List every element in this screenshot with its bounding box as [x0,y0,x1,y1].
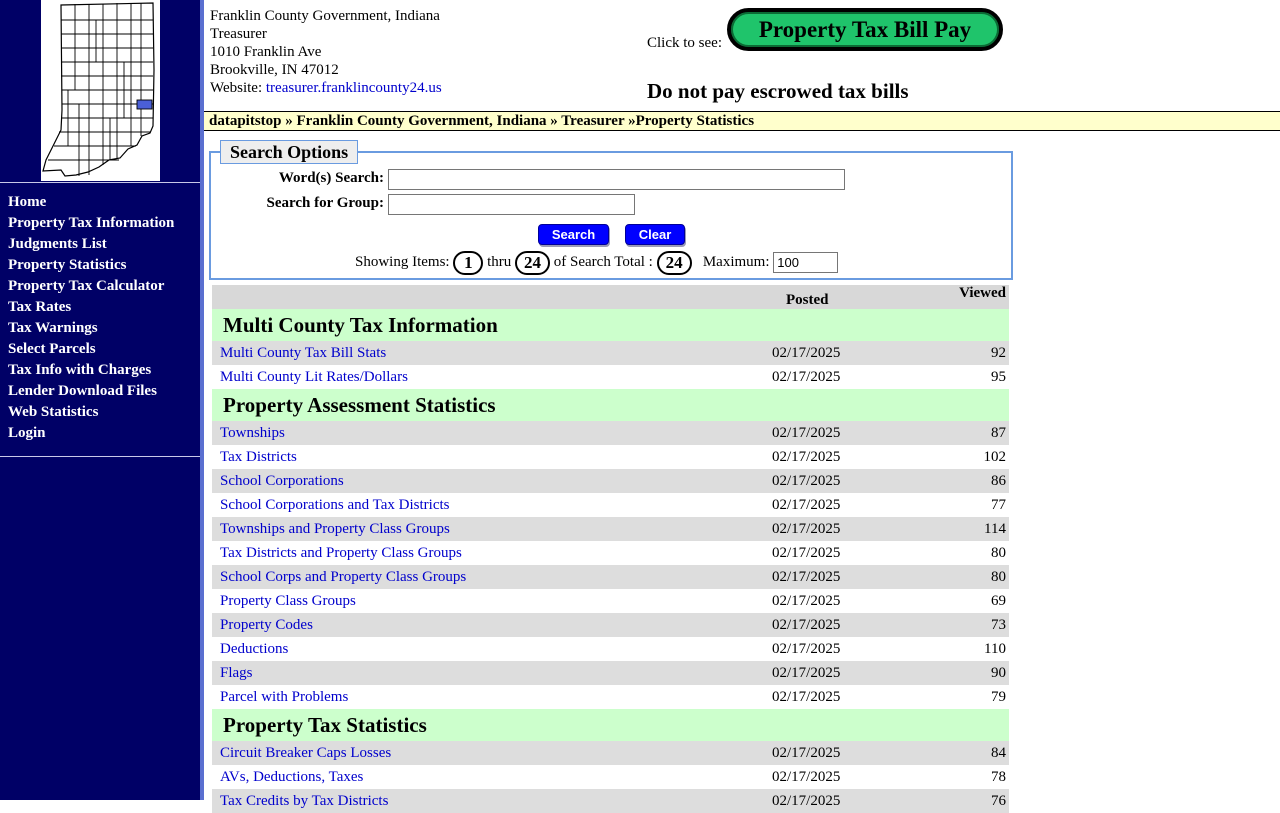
nav-home[interactable]: Home [8,194,47,210]
posted-date: 02/17/2025 [772,661,926,685]
posted-date: 02/17/2025 [772,544,841,561]
statistic-link[interactable]: Multi County Tax Bill Stats [220,344,387,361]
statistic-link[interactable]: Tax Districts and Property Class Groups [220,544,462,561]
statistic-link[interactable]: Flags [220,664,253,681]
words-search-label: Word(s) Search: [278,170,384,186]
header-name-cell [212,285,772,309]
viewed-count: 80 [926,565,1009,589]
statistic-link[interactable]: Property Class Groups [220,592,356,609]
words-search-input[interactable] [388,169,845,190]
breadcrumb: datapitstop » Franklin County Government, Indiana » Treasurer »Property Statistics [204,111,1280,131]
statistic-link[interactable]: Deductions [220,640,289,657]
search-results-summary [355,249,838,275]
viewed-count: 87 [926,421,1009,445]
table-row [212,789,1009,813]
table-row [212,685,1009,709]
website-link[interactable]: treasurer.franklincounty24.us [265,80,442,96]
table-row [212,421,1009,445]
search-options-legend: Search Options [220,140,358,164]
table-row [212,589,1009,613]
name-cell [212,565,772,589]
viewed-count: 92 [926,341,1009,365]
dept-name: Treasurer [210,26,267,42]
posted-date: 02/17/2025 [772,517,926,541]
table-row [212,565,1009,589]
table-row [212,741,1009,765]
posted-date: 02/17/2025 [772,741,926,765]
viewed-count: 79 [991,688,1006,705]
showing-label: Showing Items: [355,254,450,270]
name-cell [212,613,772,637]
section-title: Property Assessment Statistics [212,389,1009,421]
table-row [212,637,1009,661]
name-cell [212,589,772,613]
sidebar-divider-top [0,182,200,183]
maximum-input[interactable] [773,252,838,273]
posted-date: 02/17/2025 [772,789,926,813]
posted-date: 02/17/2025 [772,688,841,705]
statistic-link[interactable]: School Corporations [220,472,344,489]
posted-date: 02/17/2025 [772,496,841,513]
section-title: Property Tax Statistics [212,709,1009,741]
viewed-count: 69 [991,592,1006,609]
name-cell [212,685,772,709]
nav-select-parcels[interactable]: Select Parcels [8,341,96,357]
nav-tax-info-with-charges[interactable]: Tax Info with Charges [8,362,152,378]
sidebar [0,0,200,800]
name-cell [212,637,772,661]
table-row [212,365,1009,389]
viewed-count: 80 [991,544,1006,561]
nav-tax-rates[interactable]: Tax Rates [8,299,72,315]
viewed-count: 90 [926,661,1009,685]
posted-date: 02/17/2025 [772,448,841,465]
street-address: 1010 Franklin Ave [210,44,322,60]
posted-date: 02/17/2025 [772,565,926,589]
statistic-link[interactable]: School Corporations and Tax Districts [220,496,450,513]
nav-lender-download-files[interactable]: Lender Download Files [8,383,157,399]
name-cell [212,365,772,389]
escrow-warning: Do not pay escrowed tax bills [647,79,909,103]
posted-date: 02/17/2025 [772,421,926,445]
table-row [212,493,1009,517]
section-header [212,389,1009,421]
nav-property-tax-calculator[interactable]: Property Tax Calculator [8,278,165,294]
table-row [212,661,1009,685]
website-line [210,79,442,97]
section-title: Multi County Tax Information [212,309,1009,341]
statistic-link[interactable]: Tax Credits by Tax Districts [220,792,389,809]
total-label: of Search Total : [553,254,653,270]
nav-judgments-list[interactable]: Judgments List [8,236,107,252]
table-row [212,469,1009,493]
posted-date: 02/17/2025 [772,640,841,657]
table-row [212,341,1009,365]
statistic-link[interactable]: School Corps and Property Class Groups [220,568,467,585]
statistic-link[interactable]: Circuit Breaker Caps Losses [220,744,392,761]
sidebar-divider-bottom [0,456,200,457]
name-cell [212,661,772,685]
viewed-count: 78 [991,768,1006,785]
viewed-count: 95 [991,368,1006,385]
nav-property-tax-information[interactable]: Property Tax Information [8,215,175,231]
viewed-count: 76 [926,789,1009,813]
name-cell [212,765,772,789]
viewed-count: 110 [984,640,1006,657]
table-header [212,285,1009,309]
posted-date: 02/17/2025 [772,469,926,493]
viewed-count: 86 [926,469,1009,493]
posted-date: 02/17/2025 [772,768,841,785]
section-header [212,709,1009,741]
nav-login[interactable]: Login [8,425,46,441]
table-row [212,445,1009,469]
name-cell [212,445,772,469]
table-row [212,613,1009,637]
posted-date: 02/17/2025 [772,592,841,609]
statistic-link[interactable]: Townships [220,424,285,441]
statistic-link[interactable]: Property Codes [220,616,313,633]
sidebar-nav [8,192,174,444]
from-count: 1 [453,251,483,275]
name-cell [212,789,772,813]
indiana-county-map-icon [41,0,160,181]
city-state-zip: Brookville, IN 47012 [210,62,339,78]
name-cell [212,517,772,541]
viewed-count: 114 [926,517,1009,541]
nav-tax-warnings[interactable]: Tax Warnings [8,320,98,336]
statistic-link[interactable]: Parcel with Problems [220,688,349,705]
posted-date: 02/17/2025 [772,368,841,385]
maximum-label: Maximum: [702,254,770,270]
county-address [210,7,442,97]
viewed-count: 102 [983,448,1006,465]
group-search-label: Search for Group: [266,195,384,211]
statistics-table [212,285,1009,813]
table-row [212,765,1009,789]
name-cell [212,741,772,765]
search-button[interactable]: Search [538,224,609,245]
website-label: Website: [210,80,263,96]
group-search-input[interactable] [388,194,635,215]
posted-date: 02/17/2025 [772,613,926,637]
property-tax-bill-pay-button[interactable]: Property Tax Bill Pay [727,8,1003,51]
statistic-link[interactable]: AVs, Deductions, Taxes [220,768,364,785]
statistic-link[interactable]: Tax Districts [220,448,297,465]
name-cell [212,541,772,565]
nav-web-statistics[interactable]: Web Statistics [8,404,99,420]
name-cell [212,469,772,493]
table-row [212,541,1009,565]
name-cell [212,493,772,517]
click-to-see-label: Click to see: [647,35,722,51]
viewed-count: 84 [926,741,1009,765]
name-cell [212,421,772,445]
viewed-count: 77 [991,496,1006,513]
clear-button[interactable]: Clear [625,224,685,245]
section-header [212,309,1009,341]
org-name: Franklin County Government, Indiana [210,8,440,24]
to-count: 24 [515,251,550,275]
thru-label: thru [487,254,512,270]
statistic-link[interactable]: Townships and Property Class Groups [220,520,450,537]
name-cell [212,341,772,365]
viewed-count: 73 [926,613,1009,637]
viewed-header: Viewed [926,285,1009,309]
table-row [212,517,1009,541]
nav-property-statistics[interactable]: Property Statistics [8,257,127,273]
total-count: 24 [657,251,692,275]
posted-header: Posted [772,285,926,309]
statistic-link[interactable]: Multi County Lit Rates/Dollars [220,368,408,385]
posted-date: 02/17/2025 [772,341,926,365]
